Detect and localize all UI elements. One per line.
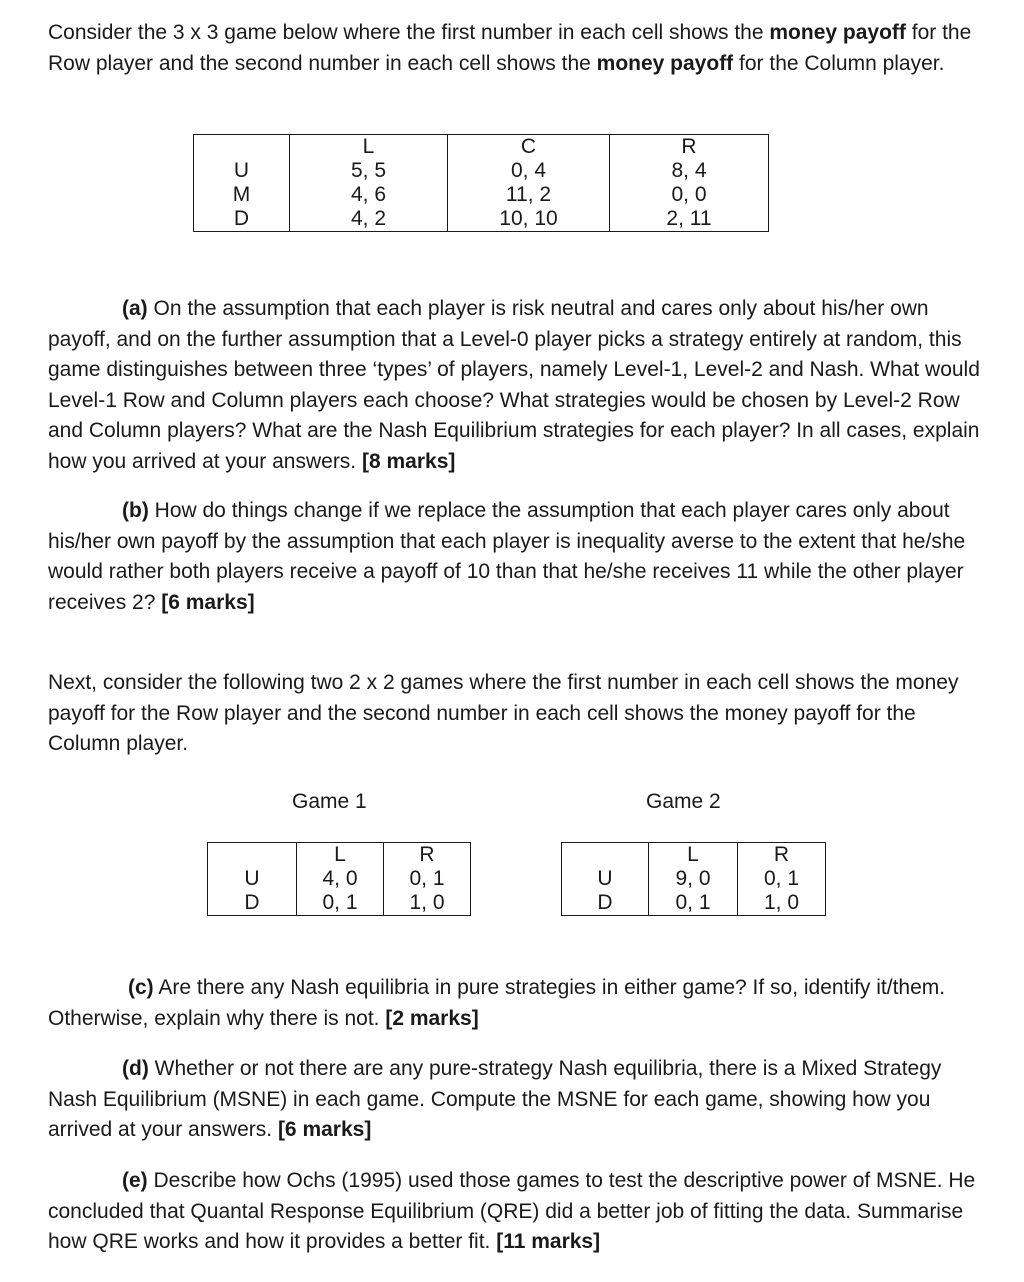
part-a-marks: [8 marks] xyxy=(361,449,456,473)
payoff-cell: 10, 10 xyxy=(499,207,558,230)
payoff-cell: 8, 4 xyxy=(671,159,707,182)
column-l-cell xyxy=(297,843,384,916)
intro-text-2: for the Row player and the second number in each cell shows the xyxy=(48,21,972,75)
payoff-cell: 9, 0 xyxy=(675,867,711,890)
col-label-r: R xyxy=(773,843,790,866)
payoff-cell: 4, 6 xyxy=(350,183,387,206)
payoff-cell: 2, 11 xyxy=(666,207,712,230)
payoff-cell: 4, 0 xyxy=(322,867,358,890)
row-strategy-cell xyxy=(194,135,290,232)
row-label-u: U xyxy=(597,867,613,890)
part-c-marks: [2 marks] xyxy=(385,1006,479,1030)
game-2-title: Game 2 xyxy=(646,790,721,813)
row-strategy-cell xyxy=(208,843,297,916)
payoff-cell: 11, 2 xyxy=(505,183,552,206)
row-label-u: U xyxy=(244,867,260,890)
payoff-cell: 5, 5 xyxy=(350,159,387,182)
row-label-m: M xyxy=(232,183,251,206)
col-label-l: L xyxy=(334,843,346,866)
game-2-table xyxy=(561,842,826,916)
part-d-marks: [6 marks] xyxy=(277,1118,372,1141)
column-l-cell xyxy=(290,135,448,232)
part-d-label: (d) xyxy=(122,1057,149,1080)
column-r-cell xyxy=(738,843,826,916)
col-label-l: L xyxy=(687,843,699,866)
game-1-title: Game 1 xyxy=(292,790,367,813)
part-b-marks: [6 marks] xyxy=(161,590,255,614)
payoff-cell: 0, 1 xyxy=(763,867,800,890)
payoff-cell: 4, 2 xyxy=(350,207,387,230)
intro-bold-1: money payoff xyxy=(769,21,906,44)
part-b-paragraph xyxy=(48,496,993,618)
part-e-paragraph xyxy=(48,1166,993,1258)
column-r-cell xyxy=(384,843,471,916)
part-d-paragraph xyxy=(48,1054,993,1146)
column-r-cell xyxy=(610,135,769,232)
col-label-l: L xyxy=(362,135,375,158)
part-e-label: (e) xyxy=(122,1169,148,1192)
row-label-d: D xyxy=(244,891,260,914)
payoff-cell: 0, 1 xyxy=(409,867,445,890)
payoff-cell: 0, 1 xyxy=(675,891,711,914)
intro-text-3: for the Column player. xyxy=(733,51,945,75)
part-b-label: (b) xyxy=(122,499,149,522)
part-c-label: (c) xyxy=(128,976,154,999)
column-l-cell xyxy=(649,843,738,916)
payoff-cell: 0, 1 xyxy=(322,891,358,914)
part-b-text: How do things change if we replace the assumption that each player cares only about his/her own payoff by the assumption that each player is inequality averse to the extent that he/she would rather both players receive a payoff of 10 than that he/she receives 11 while the other player receives 2? xyxy=(48,499,966,614)
next-paragraph: Next, consider the following two 2 x 2 games where the first number in each cell shows the money payoff for the Row player and the second number in each cell shows the money payoff for the Column player. xyxy=(48,671,959,755)
column-c-cell xyxy=(448,135,610,232)
part-d-text: Whether or not there are any pure-strategy Nash equilibria, there is a Mixed Strategy Nash Equilibrium (MSNE) in each game. Compute the MSNE for each game, showing how you arrived at your answers. xyxy=(48,1057,942,1141)
intro-text-1: Consider the 3 x 3 game below where the first number in each cell shows the xyxy=(48,21,770,44)
part-a-text: On the assumption that each player is risk neutral and cares only about his/her own payoff, and on the further assumption that a Level-0 player picks a strategy entirely at random, this game distinguishes between three ‘types’ of players, namely Level-1, Level-2 and Nash. What would Level-1 Row and Column players each choose? What strategies would be chosen by Level-2 Row and Column players? What are the Nash Equilibrium strategies for each player? In all cases, explain how you arrived at your answers. xyxy=(48,297,980,473)
payoff-cell: 0, 4 xyxy=(510,159,547,182)
part-a-label: (a) xyxy=(122,297,148,320)
part-c-text: Are there any Nash equilibria in pure strategies in either game? If so, identify it/them. Otherwise, explain why there is not. xyxy=(48,976,946,1030)
payoff-cell: 0, 0 xyxy=(671,183,707,206)
intro-bold-2: money payoff xyxy=(596,51,734,75)
game-3x3-table xyxy=(193,134,769,232)
part-a-paragraph xyxy=(48,294,993,477)
payoff-cell: 1, 0 xyxy=(409,891,445,914)
row-strategy-cell xyxy=(562,843,649,916)
payoff-cell: 1, 0 xyxy=(763,891,800,914)
col-label-r: R xyxy=(681,135,697,158)
row-label-d: D xyxy=(597,891,613,914)
col-label-r: R xyxy=(419,843,435,866)
game-1-table xyxy=(207,842,471,916)
row-label-u: U xyxy=(233,159,250,182)
row-label-d: D xyxy=(233,207,250,230)
intro-paragraph xyxy=(48,18,993,79)
col-label-c: C xyxy=(520,135,537,158)
part-c-paragraph xyxy=(48,973,993,1034)
part-e-marks: [11 marks] xyxy=(496,1230,601,1253)
part-e-text: Describe how Ochs (1995) used those games to test the descriptive power of MSNE. He concluded that Quantal Response Equilibrium (QRE) did a better job of fitting the data. Summarise how QRE works and how it provides a better fit. xyxy=(48,1169,976,1253)
